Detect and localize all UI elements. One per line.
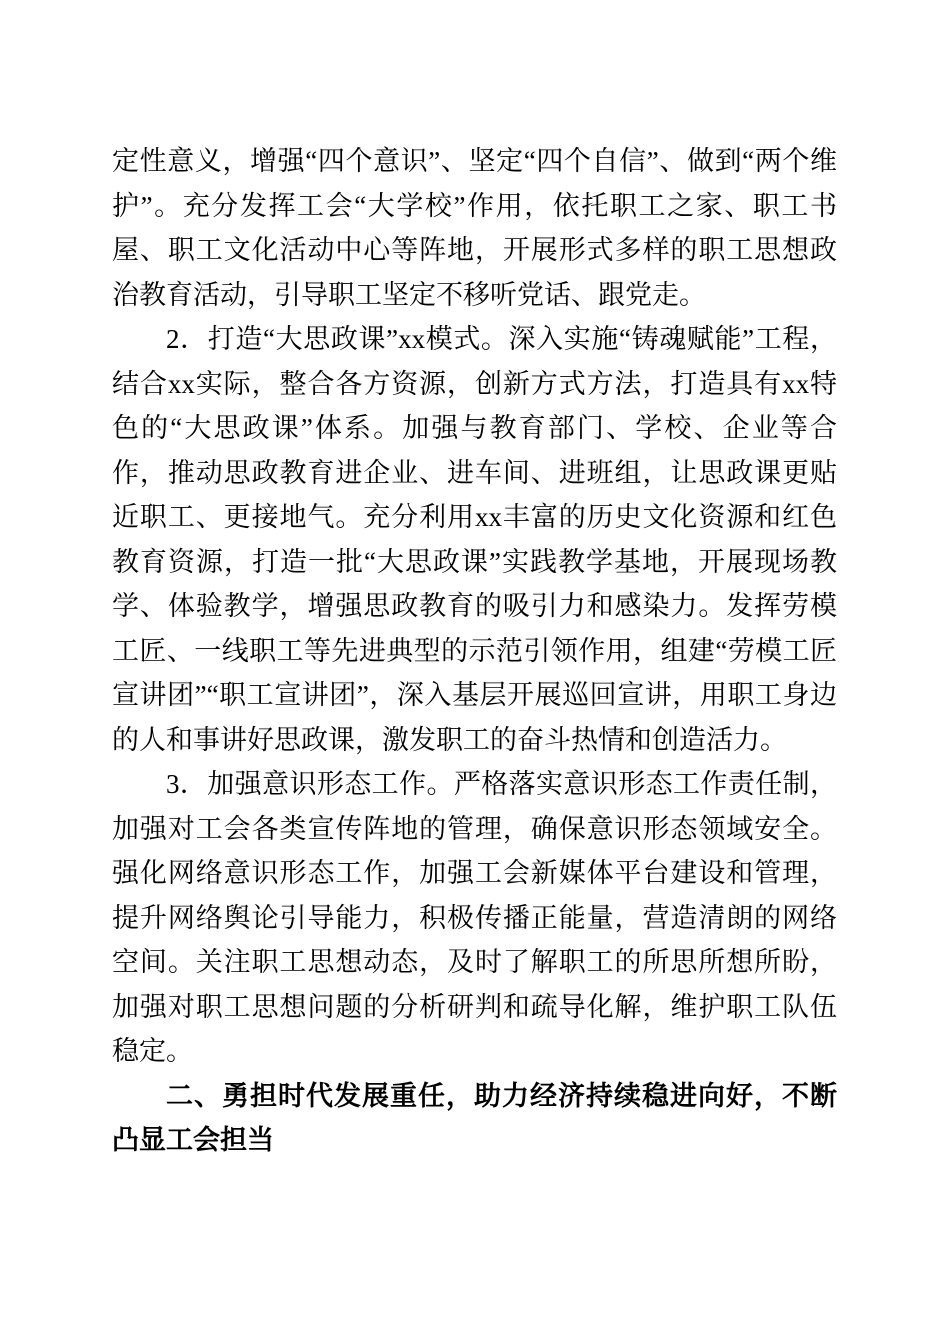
section-heading-2: 二、勇担时代发展重任，助力经济持续稳进向好，不断凸显工会担当 xyxy=(112,1080,837,1155)
paragraph-continuation: 定性意义，增强“四个意识”、坚定“四个自信”、做到“两个维护”。充分发挥工会“大学校”作用，依托职工之家、职工书屋、职工文化活动中心等阵地，开展形式多样的职工思想政治教育活动，引导职工坚定不移听党话、跟党走。 xyxy=(112,146,837,310)
paragraph-item-2: 2．打造“大思政课”xx模式。深入实施“铸魂赋能”工程，结合xx实际，整合各方资源，创新方式方法，打造具有xx特色的“大思政课”体系。加强与教育部门、学校、企业等合作，推动思政教育进企业、进车间、进班组，让思政课更贴近职工、更接地气。充分利用xx丰富的历史文化资源和红色教育资源，打造一批“大思政课”实践教学基地，开展现场教学、体验教学，增强思政教育的吸引力和感染力。发挥劳模工匠、一线职工等先进典型的示范引领作用，组建“劳模工匠宣讲团”“职工宣讲团”，深入基层开展巡回宣讲，用职工身边的人和事讲好思政课，激发职工的奋斗热情和创造活力。 xyxy=(112,324,837,755)
paragraph-item-3: 3．加强意识形态工作。严格落实意识形态工作责任制，加强对工会各类宣传阵地的管理，确保意识形态领域安全。强化网络意识形态工作，加强工会新媒体平台建设和管理，提升网络舆论引导能力，积极传播正能量，营造清朗的网络空间。关注职工思想动态，及时了解职工的所思所想所盼，加强对职工思想问题的分析研判和疏导化解，维护职工队伍稳定。 xyxy=(112,769,837,1066)
